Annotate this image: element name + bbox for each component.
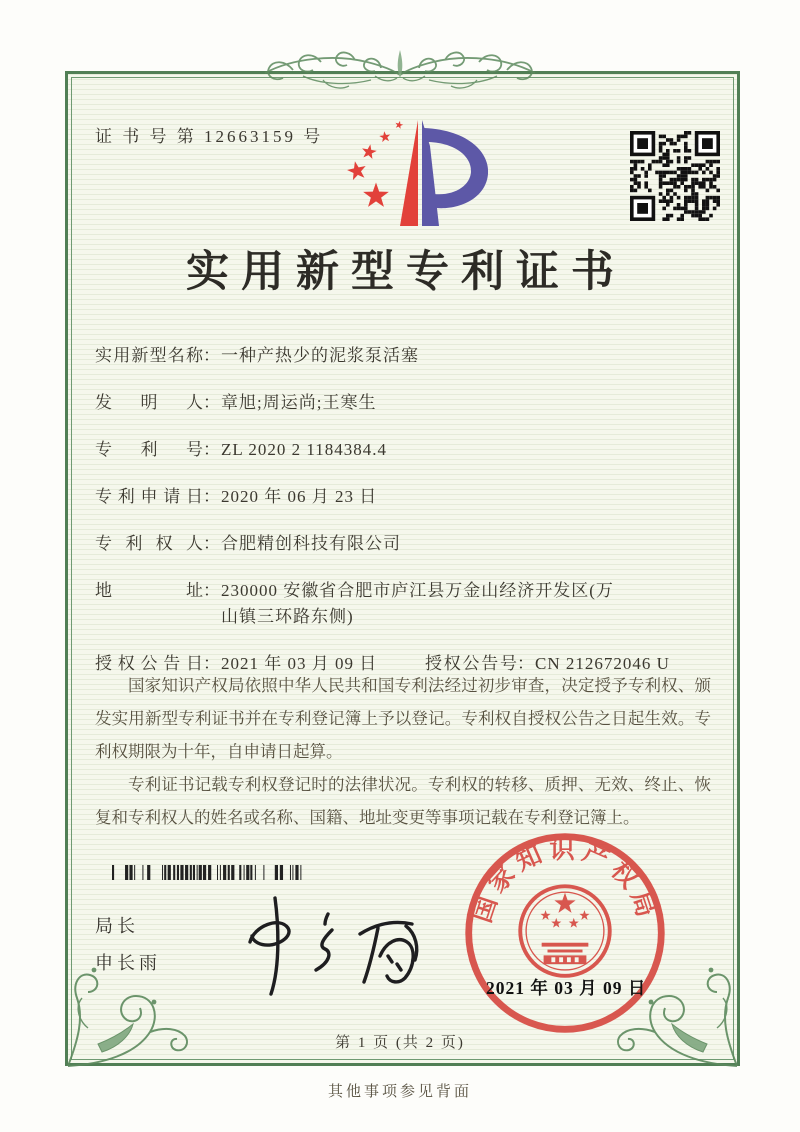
field-label: 地址 [95,581,203,600]
field-value: 章旭;周运尚;王寒生 [221,393,377,412]
top-border-ornament-icon [263,46,537,104]
field-label: 授权公告日 [95,654,203,673]
field-colon: ： [203,654,220,673]
field-row [95,343,715,369]
field-row [95,531,715,557]
field-value: 一种产热少的泥浆泵活塞 [221,346,419,365]
legal-text [95,669,711,834]
field-value: 230000 安徽省合肥市庐江县万金山经济开发区(万山镇三环路东侧) [221,581,614,626]
seal-date: 2021 年 03 月 09 日 [486,978,647,998]
field-label: 专利权人 [95,534,203,553]
field-row [95,437,715,463]
page-number: 第 1 页 (共 2 页) [335,1035,465,1051]
field-value: CN 212672046 U [535,654,670,673]
field-value: 2020 年 06 月 23 日 [221,487,378,506]
field-label: 专利号 [95,440,203,459]
qr-code-icon [630,131,720,221]
svg-text:国家知识产权局: 国家知识产权局 [468,836,662,926]
director-title: 局长 [95,916,139,936]
cnipa-logo-icon [342,116,504,230]
field-label: 发明人 [95,393,203,412]
field-value: 合肥精创科技有限公司 [221,534,401,553]
field-row [95,484,715,510]
field-colon: ： [517,654,534,673]
field-colon: ： [203,487,220,506]
certificate-number: 证 书 号 第 12663159 号 [95,127,324,146]
field-value: ZL 2020 2 1184384.4 [221,440,388,459]
field-label: 授权公告号 [425,654,517,673]
field-value: 2021 年 03 月 09 日 [221,654,378,673]
footer-note: 其他事项参见背面 [327,1084,472,1100]
certificate-title: 实用新型专利证书 [186,249,626,296]
field-colon: ： [203,581,220,600]
field-label: 专利申请日 [95,487,203,506]
field-row [95,578,715,630]
field-colon: ： [203,440,220,459]
barcode-icon [112,865,308,880]
field-row [95,390,715,416]
legal-paragraph-1: 国家知识产权局依照中华人民共和国专利法经过初步审查，决定授予专利权、颁发实用新型专利证书并在专利登记簿上予以登记。专利权自授权公告之日起生效。专利权期限为十年，自申请日起算。 [95,676,711,761]
official-seal-icon [458,826,672,1040]
field-list [95,343,715,698]
field-label: 实用新型名称 [95,346,203,365]
field-colon: ： [203,534,220,553]
legal-paragraph-2: 专利证书记载专利权登记时的法律状况。专利权的转移、质押、无效、终止、恢复和专利权人的姓名或名称、国籍、地址变更等事项记载在专利登记簿上。 [95,775,711,827]
director-name: 申长雨 [95,953,161,973]
field-colon: ： [203,393,220,412]
signature-icon [228,886,428,998]
field-colon: ： [203,346,220,365]
